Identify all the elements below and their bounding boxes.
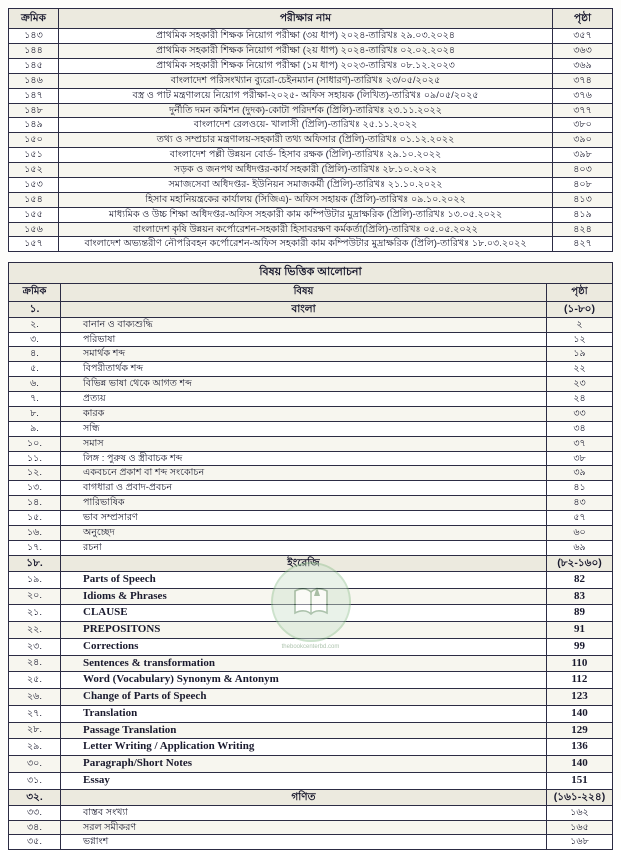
cell-serial: ৫. — [9, 362, 61, 377]
cell-section-name: ইংরেজি — [61, 555, 547, 571]
cell-page: 112 — [546, 672, 612, 689]
cell-serial: ১৮. — [9, 555, 61, 571]
cell-serial: ১৪৮ — [9, 103, 59, 118]
cell-topic: CLAUSE — [61, 605, 547, 622]
column-header-page: পৃষ্ঠা — [546, 284, 612, 302]
cell-page: ৪২৭ — [553, 237, 613, 252]
cell-serial: ১৫৬ — [9, 222, 59, 237]
cell-page: 140 — [546, 705, 612, 722]
cell-serial: ১৫২ — [9, 163, 59, 178]
cell-exam-name: দুর্নীতি দমন কমিশন (দুদক)-কোটা পরিদর্শক (প্রিলি)-তারিখঃ ২৩.১১.২০২২ — [59, 103, 553, 118]
table-row — [9, 421, 613, 436]
table-row — [9, 820, 613, 835]
cell-page-range: (৮২-১৬০) — [546, 555, 612, 571]
cell-topic: কারক — [61, 406, 547, 421]
table-row — [9, 655, 613, 672]
cell-page: ৩৭ — [546, 436, 612, 451]
cell-page: ২৩ — [546, 377, 612, 392]
table-spacer — [8, 252, 613, 262]
cell-topic: Sentences & transformation — [61, 655, 547, 672]
table-row — [9, 347, 613, 362]
cell-page: ৩৯ — [546, 466, 612, 481]
table-row — [9, 29, 613, 44]
cell-topic: প্রত্যয় — [61, 392, 547, 407]
cell-serial: ৮. — [9, 406, 61, 421]
subject-table-title-row — [9, 263, 613, 284]
cell-serial: ৩৩. — [9, 805, 61, 820]
cell-serial: ৯. — [9, 421, 61, 436]
cell-serial: ২৩. — [9, 638, 61, 655]
cell-serial: ৩৫. — [9, 835, 61, 850]
table-row — [9, 118, 613, 133]
cell-topic: Paragraph/Short Notes — [61, 756, 547, 773]
cell-topic: সমাস — [61, 436, 547, 451]
table-row — [9, 177, 613, 192]
column-header-page: পৃষ্ঠা — [553, 9, 613, 29]
cell-serial: ১৪৫ — [9, 58, 59, 73]
cell-serial: ২২. — [9, 622, 61, 639]
cell-page: ৩৯০ — [553, 133, 613, 148]
table-row — [9, 835, 613, 850]
cell-topic: Word (Vocabulary) Synonym & Antonym — [61, 672, 547, 689]
table-row — [9, 739, 613, 756]
table-row — [9, 638, 613, 655]
cell-page: 129 — [546, 722, 612, 739]
cell-serial: ৩১. — [9, 772, 61, 789]
cell-serial: ১৫৭ — [9, 237, 59, 252]
cell-page: ২৪ — [546, 392, 612, 407]
exam-list-table — [8, 8, 613, 252]
table-row — [9, 571, 613, 588]
table-row — [9, 756, 613, 773]
cell-serial: ১২. — [9, 466, 61, 481]
table-row — [9, 722, 613, 739]
cell-page: ৩৭৭ — [553, 103, 613, 118]
cell-page: ৪০৮ — [553, 177, 613, 192]
cell-serial: ৩. — [9, 332, 61, 347]
cell-serial: ১৯. — [9, 571, 61, 588]
cell-page: 89 — [546, 605, 612, 622]
cell-topic: বিপরীতার্থক শব্দ — [61, 362, 547, 377]
cell-page: ১৬৫ — [546, 820, 612, 835]
cell-topic: Parts of Speech — [61, 571, 547, 588]
table-row — [9, 332, 613, 347]
cell-page: 136 — [546, 739, 612, 756]
cell-topic: PREPOSITONS — [61, 622, 547, 639]
cell-page: ২২ — [546, 362, 612, 377]
cell-serial: ১৪৭ — [9, 88, 59, 103]
table-row — [9, 481, 613, 496]
cell-page: ৪২৪ — [553, 222, 613, 237]
cell-page-range: (১-৮০) — [546, 301, 612, 317]
cell-topic: সমার্থক শব্দ — [61, 347, 547, 362]
cell-exam-name: প্রাথমিক সহকারী শিক্ষক নিয়োগ পরীক্ষা (২য় ধাপ) ২০২৪-তারিখঃ ০২.০২.২০২৪ — [59, 44, 553, 59]
table-row — [9, 192, 613, 207]
cell-exam-name: সমাজসেবা অধিদপ্তর- ইউনিয়ন সমাজকর্মী (প্রিলি)-তারিখঃ ২১.১০.২০২২ — [59, 177, 553, 192]
cell-serial: ৩২. — [9, 789, 61, 805]
cell-page: ৩৭৬ — [553, 88, 613, 103]
cell-page: ৪৩ — [546, 496, 612, 511]
table-row — [9, 103, 613, 118]
cell-page: 123 — [546, 689, 612, 706]
cell-serial: ১. — [9, 301, 61, 317]
cell-topic: Passage Translation — [61, 722, 547, 739]
cell-page: ১৬৮ — [546, 835, 612, 850]
cell-page: 99 — [546, 638, 612, 655]
cell-page: ৩৮ — [546, 451, 612, 466]
cell-exam-name: বাংলাদেশ রেলওয়ে- খালাসী (প্রিলি)-তারিখঃ ২৫.১১.২০২২ — [59, 118, 553, 133]
cell-exam-name: হিসাব মহানিয়ন্ত্রকের কার্যালয় (সিজিএ)- অফিস সহায়ক (প্রিলি)-তারিখঃ ০৯.১০.২০২২ — [59, 192, 553, 207]
table-row — [9, 588, 613, 605]
cell-serial: ২৪. — [9, 655, 61, 672]
cell-topic: লিঙ্গ : পুরুষ ও স্ত্রীবাচক শব্দ — [61, 451, 547, 466]
cell-exam-name: বাংলাদেশ অভ্যন্তরীণ নৌপরিবহন কর্পোরেশন-অফিস সহকারী কাম কম্পিউটার মুদ্রাক্ষরিক (প্রিলি)-তারিখঃ ১৮.০৩.২০২২ — [59, 237, 553, 252]
cell-serial: ৩৪. — [9, 820, 61, 835]
cell-page: 140 — [546, 756, 612, 773]
cell-page: ৫৭ — [546, 511, 612, 526]
cell-page: ৩৪ — [546, 421, 612, 436]
cell-serial: ১৫৫ — [9, 207, 59, 222]
cell-page: ৬৯ — [546, 540, 612, 555]
cell-topic: বানান ও বাক্যশুদ্ধি — [61, 317, 547, 332]
cell-page: 82 — [546, 571, 612, 588]
watermark-label: thebookcenterbd.com — [281, 644, 340, 651]
cell-serial: ১৪. — [9, 496, 61, 511]
cell-page: ১২ — [546, 332, 612, 347]
cell-section-name: বাংলা — [61, 301, 547, 317]
cell-serial: ২৯. — [9, 739, 61, 756]
table-row — [9, 362, 613, 377]
cell-topic: সরল সমীকরণ — [61, 820, 547, 835]
cell-page: ৩৬৩ — [553, 44, 613, 59]
cell-topic: বাস্তব সংখ্যা — [61, 805, 547, 820]
table-row — [9, 44, 613, 59]
cell-topic: সন্ধি — [61, 421, 547, 436]
subject-contents-table — [8, 262, 613, 850]
cell-page: ৬০ — [546, 525, 612, 540]
cell-page: ৩৫৭ — [553, 29, 613, 44]
cell-topic: বাগধারা ও প্রবাদ-প্রবচন — [61, 481, 547, 496]
cell-serial: ১৩. — [9, 481, 61, 496]
cell-page: ৪০৩ — [553, 163, 613, 178]
cell-page: ১৬২ — [546, 805, 612, 820]
cell-serial: ১৫০ — [9, 133, 59, 148]
cell-serial: ১৭. — [9, 540, 61, 555]
cell-page: ২ — [546, 317, 612, 332]
cell-topic: Corrections — [61, 638, 547, 655]
table-row — [9, 133, 613, 148]
column-header-exam-name: পরীক্ষার নাম — [59, 9, 553, 29]
cell-topic: ভাব সম্প্রসারণ — [61, 511, 547, 526]
cell-topic: Letter Writing / Application Writing — [61, 739, 547, 756]
table-row — [9, 605, 613, 622]
cell-topic: Translation — [61, 705, 547, 722]
table-row — [9, 496, 613, 511]
cell-page: ৪১৩ — [553, 192, 613, 207]
table-row — [9, 689, 613, 706]
cell-exam-name: বাংলাদেশ পরিসংখ্যান ব্যুরো-চেইনম্যান (সাধারণ)-তারিখঃ ২৩/০৫/২০২৫ — [59, 73, 553, 88]
cell-serial: ২৭. — [9, 705, 61, 722]
table-row — [9, 406, 613, 421]
cell-exam-name: বাংলাদেশ পল্লী উন্নয়ন বোর্ড- হিসাব রক্ষক (প্রিলি)-তারিখঃ ২৯.১০.২০২২ — [59, 148, 553, 163]
table-row — [9, 317, 613, 332]
table-row — [9, 392, 613, 407]
table-row — [9, 207, 613, 222]
table-row — [9, 88, 613, 103]
cell-exam-name: মাধ্যমিক ও উচ্চ শিক্ষা অধিদপ্তর-অফিস সহকারী কাম কম্পিউটার মুদ্রাক্ষরিক (প্রিলি)-তারিখঃ ১৩.০৫.২০২২ — [59, 207, 553, 222]
cell-serial: ২১. — [9, 605, 61, 622]
cell-exam-name: বস্ত্র ও পাট মন্ত্রণালয়ে নিয়োগ পরীক্ষা-২০২৫- অফিস সহায়ক (লিখিত)-তারিখঃ ০৯/০৫/২০২৫ — [59, 88, 553, 103]
table-row — [9, 73, 613, 88]
table-row — [9, 705, 613, 722]
table-row — [9, 805, 613, 820]
cell-page: 151 — [546, 772, 612, 789]
cell-section-name: গণিত — [61, 789, 547, 805]
cell-topic: বিভিন্ন ভাষা থেকে আগত শব্দ — [61, 377, 547, 392]
cell-serial: ১৫১ — [9, 148, 59, 163]
cell-serial: ২৫. — [9, 672, 61, 689]
cell-serial: ১৫৪ — [9, 192, 59, 207]
table-row — [9, 672, 613, 689]
cell-serial: ১৪৬ — [9, 73, 59, 88]
cell-serial: ১৫৩ — [9, 177, 59, 192]
cell-serial: ৭. — [9, 392, 61, 407]
exam-list-body — [9, 29, 613, 252]
table-row — [9, 511, 613, 526]
cell-page: ৩৩ — [546, 406, 612, 421]
cell-topic: অনুচ্ছেদ — [61, 525, 547, 540]
cell-serial: ১১. — [9, 451, 61, 466]
table-header-row — [9, 9, 613, 29]
cell-serial: ৪. — [9, 347, 61, 362]
cell-exam-name: প্রাথমিক সহকারী শিক্ষক নিয়োগ পরীক্ষা (৩য় ধাপ) ২০২৪-তারিখঃ ২৯.০৩.২০২৪ — [59, 29, 553, 44]
table-row — [9, 237, 613, 252]
subject-contents-body — [9, 301, 613, 850]
cell-topic: একবচনে প্রকাশ বা শব্দ সংকোচন — [61, 466, 547, 481]
cell-page: 110 — [546, 655, 612, 672]
cell-topic: Essay — [61, 772, 547, 789]
cell-serial: ১৪৯ — [9, 118, 59, 133]
cell-page: ৪১৯ — [553, 207, 613, 222]
cell-topic: পারিভাষিক — [61, 496, 547, 511]
cell-page: ১৯ — [546, 347, 612, 362]
section-row — [9, 301, 613, 317]
column-header-serial: ক্রমিক — [9, 9, 59, 29]
cell-serial: ২. — [9, 317, 61, 332]
table-row — [9, 772, 613, 789]
cell-page: ৩৬৯ — [553, 58, 613, 73]
table-row — [9, 436, 613, 451]
cell-serial: ১৬. — [9, 525, 61, 540]
cell-page: ৩৮০ — [553, 118, 613, 133]
cell-serial: ১৪৪ — [9, 44, 59, 59]
cell-serial: ২০. — [9, 588, 61, 605]
cell-page: 91 — [546, 622, 612, 639]
cell-exam-name: বাংলাদেশ কৃষি উন্নয়ন কর্পোরেশন-সহকারী হিসাবরক্ষণ কর্মকর্তা(প্রিলি)-তারিখঃ ০৫.০৫.২০২২ — [59, 222, 553, 237]
cell-serial: ৬. — [9, 377, 61, 392]
table-row — [9, 377, 613, 392]
cell-topic: রচনা — [61, 540, 547, 555]
cell-topic: Idioms & Phrases — [61, 588, 547, 605]
table-row — [9, 163, 613, 178]
cell-page: ৩৭৪ — [553, 73, 613, 88]
section-row — [9, 789, 613, 805]
cell-page-range: (১৬১-২২৪) — [546, 789, 612, 805]
cell-topic: পরিভাষা — [61, 332, 547, 347]
cell-serial: ২৬. — [9, 689, 61, 706]
table-row — [9, 525, 613, 540]
column-header-topic: বিষয় — [61, 284, 547, 302]
column-header-serial: ক্রমিক — [9, 284, 61, 302]
table-row — [9, 148, 613, 163]
section-row — [9, 555, 613, 571]
subject-table-title: বিষয় ভিত্তিক আলোচনা — [9, 263, 613, 284]
cell-exam-name: সড়ক ও জনপথ অধিদপ্তর-কার্য সহকারী (প্রিলি)-তারিখঃ ২৮.১০.২০২২ — [59, 163, 553, 178]
cell-serial: ১০. — [9, 436, 61, 451]
cell-serial: ১৫. — [9, 511, 61, 526]
table-row — [9, 466, 613, 481]
cell-serial: ২৮. — [9, 722, 61, 739]
table-row — [9, 222, 613, 237]
cell-serial: ৩০. — [9, 756, 61, 773]
cell-page: ৪১ — [546, 481, 612, 496]
cell-page: ৩৯৮ — [553, 148, 613, 163]
table-row — [9, 451, 613, 466]
cell-exam-name: তথ্য ও সম্প্রচার মন্ত্রণালয়-সহকারী তথ্য অফিসার (প্রিলি)-তারিখঃ ০১.১২.২০২২ — [59, 133, 553, 148]
cell-topic: Change of Parts of Speech — [61, 689, 547, 706]
cell-page: 83 — [546, 588, 612, 605]
table-row — [9, 622, 613, 639]
cell-serial: ১৪৩ — [9, 29, 59, 44]
table-row — [9, 540, 613, 555]
cell-topic: ভগ্নাংশ — [61, 835, 547, 850]
subject-table-header-row — [9, 284, 613, 302]
cell-exam-name: প্রাথমিক সহকারী শিক্ষক নিয়োগ পরীক্ষা (১ম ধাপ) ২০২৩-তারিখঃ ০৮.১২.২০২৩ — [59, 58, 553, 73]
table-row — [9, 58, 613, 73]
